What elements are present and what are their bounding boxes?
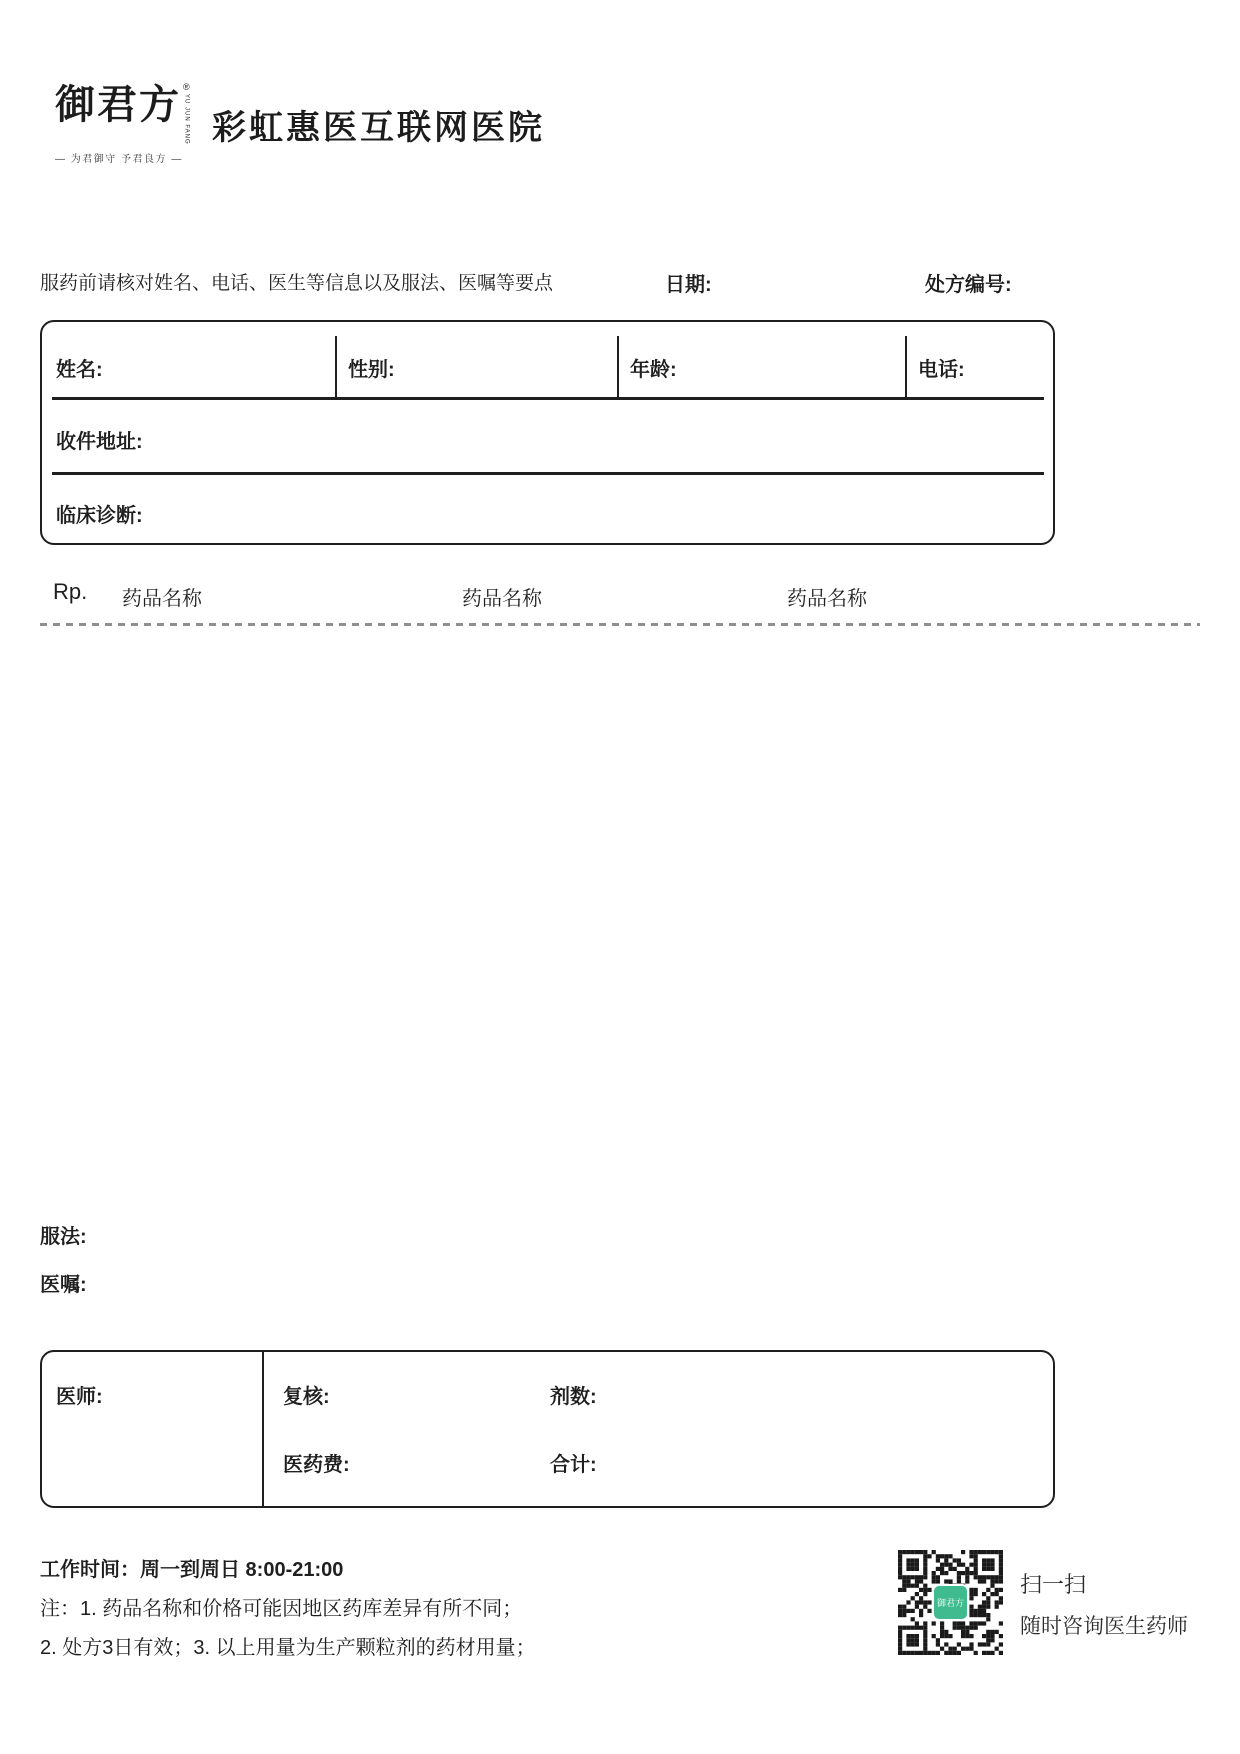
prescription-number-label: 处方编号:: [925, 274, 1012, 296]
drug-name-column-header: 药品名称: [787, 588, 867, 610]
doses-count-label: 剂数:: [550, 1386, 597, 1408]
total-label: 合计:: [550, 1454, 597, 1476]
qr-center-logo: [932, 1584, 969, 1621]
clinical-diagnosis-label: 临床诊断:: [56, 505, 143, 527]
brand-logo: [55, 83, 205, 165]
column-divider: [617, 336, 619, 398]
signature-box: [40, 1350, 1055, 1508]
physician-label: 医师:: [56, 1386, 103, 1408]
age-label: 年龄:: [630, 359, 677, 381]
row-divider: [52, 397, 1044, 400]
review-label: 复核:: [283, 1386, 330, 1408]
footnote-line-2: 2. 处方3日有效；3. 以上用量为生产颗粒剂的药材用量；: [40, 1637, 536, 1659]
usage-method-label: 服法:: [40, 1226, 87, 1248]
scan-label: 扫一扫: [1020, 1572, 1087, 1597]
column-divider: [905, 336, 907, 398]
signature-column-divider: [262, 1352, 264, 1506]
hospital-name: 彩虹惠医互联网医院: [212, 109, 545, 147]
date-label: 日期:: [665, 274, 712, 296]
working-hours: 工作时间：周一到周日 8:00-21:00: [40, 1559, 344, 1581]
patient-info-box: [40, 320, 1055, 545]
gender-label: 性别:: [348, 359, 395, 381]
rp-label: Rp.: [53, 579, 88, 604]
scan-description: 随时咨询医生药师: [1020, 1615, 1188, 1638]
drug-name-column-header: 药品名称: [462, 588, 542, 610]
medicine-fee-label: 医药费:: [283, 1454, 350, 1476]
doctor-advice-label: 医嘱:: [40, 1274, 87, 1296]
name-label: 姓名:: [56, 359, 103, 381]
qr-center-logo-text: 御君方: [936, 1598, 964, 1608]
drug-name-column-header: 药品名称: [122, 588, 202, 610]
brand-tagline: — 为君御守 予君良方 —: [55, 153, 183, 165]
footnote-line-1: 注：1. 药品名称和价格可能因地区药库差异有所不同；: [40, 1598, 523, 1620]
qr-code: [898, 1550, 1003, 1655]
verification-notice: 服药前请核对姓名、电话、医生等信息以及服法、医嘱等要点: [40, 273, 554, 294]
brand-name: 御君方: [55, 81, 181, 128]
phone-label: 电话:: [918, 359, 965, 381]
row-divider: [52, 472, 1044, 475]
column-divider: [335, 336, 337, 398]
brand-name-latin: YU JUN FANG: [183, 94, 190, 145]
shipping-address-label: 收件地址:: [56, 431, 143, 453]
registered-trademark-icon: ®: [183, 82, 190, 92]
dashed-separator: [40, 623, 1200, 626]
